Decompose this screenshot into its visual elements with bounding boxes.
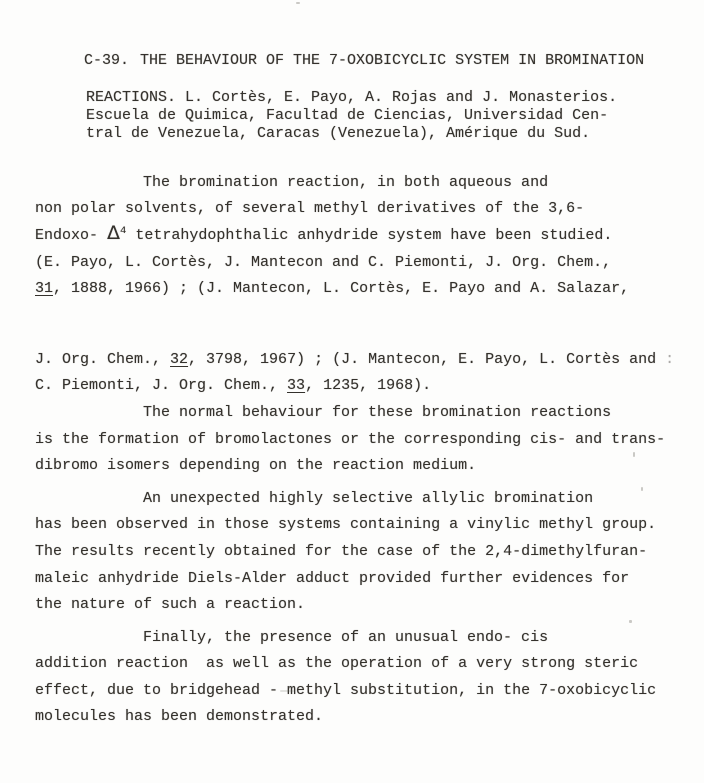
scan-speck	[641, 487, 643, 491]
underlined-volume-number: 32	[170, 350, 189, 368]
text-line	[35, 486, 704, 513]
text-line	[35, 276, 704, 303]
title-line: tral de Venezuela, Caracas (Venezuela), Amérique du Sud.	[86, 125, 591, 143]
text-segment: 4	[120, 224, 127, 237]
delta-symbol: Δ	[107, 221, 121, 244]
text-line	[35, 453, 704, 480]
underlined-volume-number: 33	[287, 377, 306, 395]
text-line	[35, 250, 704, 277]
text-line	[35, 566, 704, 593]
text-segment: dibromo isomers depending on the reaction medium.	[35, 457, 477, 475]
scan-speck	[633, 452, 635, 457]
text-segment: J. Org. Chem.,	[35, 350, 171, 368]
text-segment: The results recently obtained for the case of the 2,4-dimethylfuran-	[35, 542, 648, 560]
text-segment: The normal behaviour for these bromination reactions	[143, 403, 612, 421]
text-line	[35, 592, 704, 619]
text-line	[35, 170, 704, 197]
text-line	[35, 373, 704, 400]
text-segment: , 3798, 1967) ; (J. Mantecon, E. Payo, L. Cortès and	[188, 350, 657, 368]
text-segment: non polar solvents, of several methyl derivatives of the 3,6-	[35, 200, 585, 218]
text-segment: has been observed in those systems containing a vinylic methyl group.	[35, 516, 657, 534]
text-segment: The bromination reaction, in both aqueous and	[143, 173, 549, 191]
abstract-number: C-39.	[84, 52, 130, 70]
text-segment: effect, due to bridgehead - methyl substitution, in the 7-oxobicyclic	[35, 681, 657, 699]
text-segment: , 1888, 1966) ; (J. Mantecon, L. Cortès, E. Payo and A. Salazar,	[53, 280, 630, 298]
text-line	[35, 400, 704, 427]
text-line	[35, 539, 704, 566]
abstract-body	[35, 170, 704, 731]
text-line	[35, 347, 704, 374]
text-segment: C. Piemonti, J. Org. Chem.,	[35, 377, 288, 395]
text-segment: :	[656, 350, 675, 368]
text-line	[35, 223, 704, 250]
scan-speck	[280, 690, 294, 692]
title-line: REACTIONS. L. Cortès, E. Payo, A. Rojas and J. Monasterios.	[86, 88, 618, 106]
abstract-header	[35, 34, 704, 144]
text-line	[35, 678, 704, 705]
text-line	[35, 196, 704, 223]
underlined-volume-number: 31	[35, 280, 54, 298]
text-line	[35, 704, 704, 731]
scan-speck	[629, 620, 632, 623]
text-segment: tetrahydophthalic anhydride system have been studied.	[126, 226, 613, 244]
text-segment: Finally, the presence of an unusual endo- cis	[143, 628, 549, 646]
text-line	[35, 512, 704, 539]
scan-speck	[296, 2, 300, 4]
text-line	[35, 427, 704, 454]
text-segment: , 1235, 1968).	[305, 377, 432, 395]
text-segment: is the formation of bromolactones or the corresponding cis- and trans-	[35, 430, 666, 448]
title-line: Escuela de Quimica, Facultad de Ciencias, Universidad Cen-	[86, 107, 609, 125]
text-line	[35, 625, 704, 652]
text-segment: An unexpected highly selective allylic bromination	[143, 489, 594, 507]
text-segment: (E. Payo, L. Cortès, J. Mantecon and C. Piemonti, J. Org. Chem.,	[35, 253, 612, 271]
title-line	[30, 34, 704, 89]
text-segment: molecules has been demonstrated.	[35, 708, 324, 726]
text-line	[35, 651, 704, 678]
text-segment: addition reaction as well as the operation of a very strong steric	[35, 655, 639, 673]
title-text: THE BEHAVIOUR OF THE 7-OXOBICYCLIC SYSTEM IN BROMINATION	[140, 52, 645, 70]
text-segment: Endoxo-	[35, 226, 108, 244]
text-segment: maleic anhydride Diels-Alder adduct provided further evidences for	[35, 569, 630, 587]
text-segment: the nature of such a reaction.	[35, 596, 306, 614]
